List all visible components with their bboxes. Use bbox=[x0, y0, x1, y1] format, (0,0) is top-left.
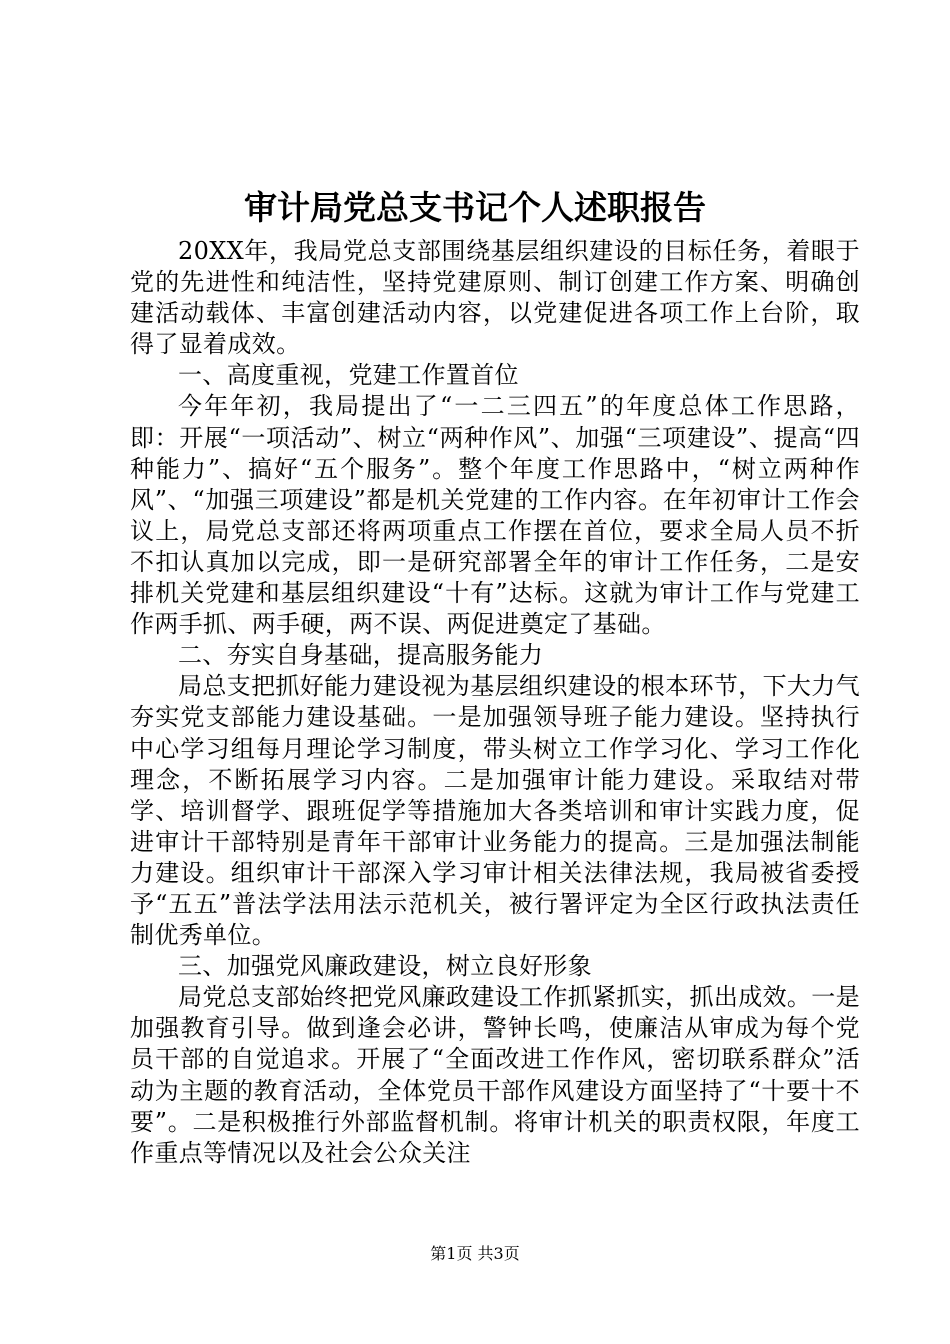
document-title: 审计局党总支书记个人述职报告 bbox=[244, 188, 706, 227]
body-paragraph: 局党总支部始终把党风廉政建设工作抓紧抓实，抓出成效。一是加强教育引导。做到逢会必讲，警钟长鸣，使廉洁从审成为每个党员干部的自觉追求。开展了“全面改进工作作风，密切联系群众”活动为主题的教育活动，全体党员干部作风建设方面坚持了“十要十不要”。二是积极推行外部监督机制。将审计机关的职责权限，年度工作重点等情况以及社会公众关注 bbox=[130, 983, 860, 1167]
document-body bbox=[130, 236, 860, 1169]
body-paragraph: 20XX年，我局党总支部围绕基层组织建设的目标任务，着眼于党的先进性和纯洁性，坚持党建原则、制订创建工作方案、明确创建活动载体、丰富创建活动内容，以党建促进各项工作上台阶，取得了显着成效。 bbox=[130, 237, 860, 359]
body-paragraph: 局总支把抓好能力建设视为基层组织建设的根本环节，下大力气夯实党支部能力建设基础。一是加强领导班子能力建设。坚持执行中心学习组每月理论学习制度，带头树立工作学习化、学习工作化理念，不断拓展学习内容。二是加强审计能力建设。采取结对带学、培训督学、跟班促学等措施加大各类培训和审计实践力度，促进审计干部特别是青年干部审计业务能力的提高。三是加强法制能力建设。组织审计干部深入学习审计相关法律法规，我局被省委授予“五五”普法学法用法示范机关，被行署评定为全区行政执法责任制优秀单位。 bbox=[130, 672, 860, 950]
body-paragraph: 今年年初，我局提出了“一二三四五”的年度总体工作思路，即：开展“一项活动”、树立“两种作风”、加强“三项建设”、提高“四种能力”、搞好“五个服务”。整个年度工作思路中，“树立两种作风”、“加强三项建设”都是机关党建的工作内容。在年初审计工作会议上，局党总支部还将两项重点工作摆在首位，要求全局人员不折不扣认真加以完成，即一是研究部署全年的审计工作任务，二是安排机关党建和基层组织建设“十有”达标。这就为审计工作与党建工作两手抓、两手硬，两不误、两促进奠定了基础。 bbox=[130, 392, 860, 639]
page-number-footer: 第1页 共3页 bbox=[430, 1244, 520, 1263]
section-heading: 二、夯实自身基础，提高服务能力 bbox=[178, 641, 544, 670]
section-heading: 一、高度重视，党建工作置首位 bbox=[178, 361, 519, 390]
section-heading: 三、加强党风廉政建设，树立良好形象 bbox=[178, 952, 592, 981]
